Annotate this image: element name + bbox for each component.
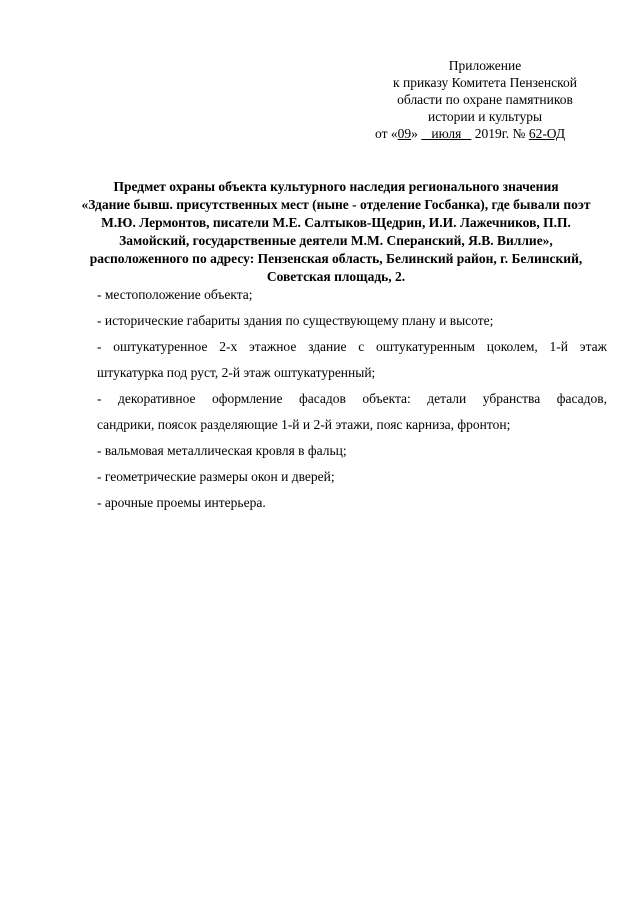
date-separator: » [411,126,422,141]
list-item: - исторические габариты здания по существующему плану и высоте; [97,313,494,328]
title-line-4: Замойский, государственные деятели М.М. Сперанский, Я.В. Виллие», [119,233,553,248]
document-title [66,178,606,286]
annex-date-line [375,125,595,142]
date-prefix: от « [375,126,398,141]
title-line-5: расположенного по адресу: Пензенская область, Белинский район, г. Белинский, [89,251,583,266]
title-line-6: Советская площадь, 2. [266,269,406,284]
annex-committee-line: области по охране памятников [397,92,573,107]
date-day: 09 [397,126,412,141]
title-line-1: Предмет охраны объекта культурного наследия регионального значения [113,179,559,194]
order-number: 62-ОД [528,126,566,141]
date-month: июля [421,126,472,141]
title-line-3: М.Ю. Лермонтов, писатели М.Е. Салтыков-Щедрин, И.И. Лажечников, П.П. [101,215,571,230]
list-item: - вальмовая металлическая кровля в фальц; [97,443,347,458]
annex-order-line: к приказу Комитета Пензенской [393,75,577,90]
annex-culture-line: истории и культуры [427,109,543,124]
protection-items-list [97,286,607,520]
list-item: - арочные проемы интерьера. [97,495,266,510]
list-item: - местоположение объекта; [97,287,253,302]
list-item: - геометрические размеры окон и дверей; [97,469,335,484]
list-item: - оштукатуренное 2-х этажное здание с оштукатуренным цоколем, 1-й этаж штукатурка под руст, 2-й этаж оштукатуренный; [97,339,607,380]
date-year: 2019г. № [471,126,529,141]
list-item: - декоративное оформление фасадов объекта: детали убранства фасадов, сандрики, поясок разделяющие 1-й и 2-й этажи, пояс карниза, фронтон; [97,391,607,432]
annex-header [375,57,595,142]
title-line-2: «Здание бывш. присутственных мест (ныне - отделение Госбанка), где бывали поэт [81,197,591,212]
annex-title: Приложение [448,58,522,73]
